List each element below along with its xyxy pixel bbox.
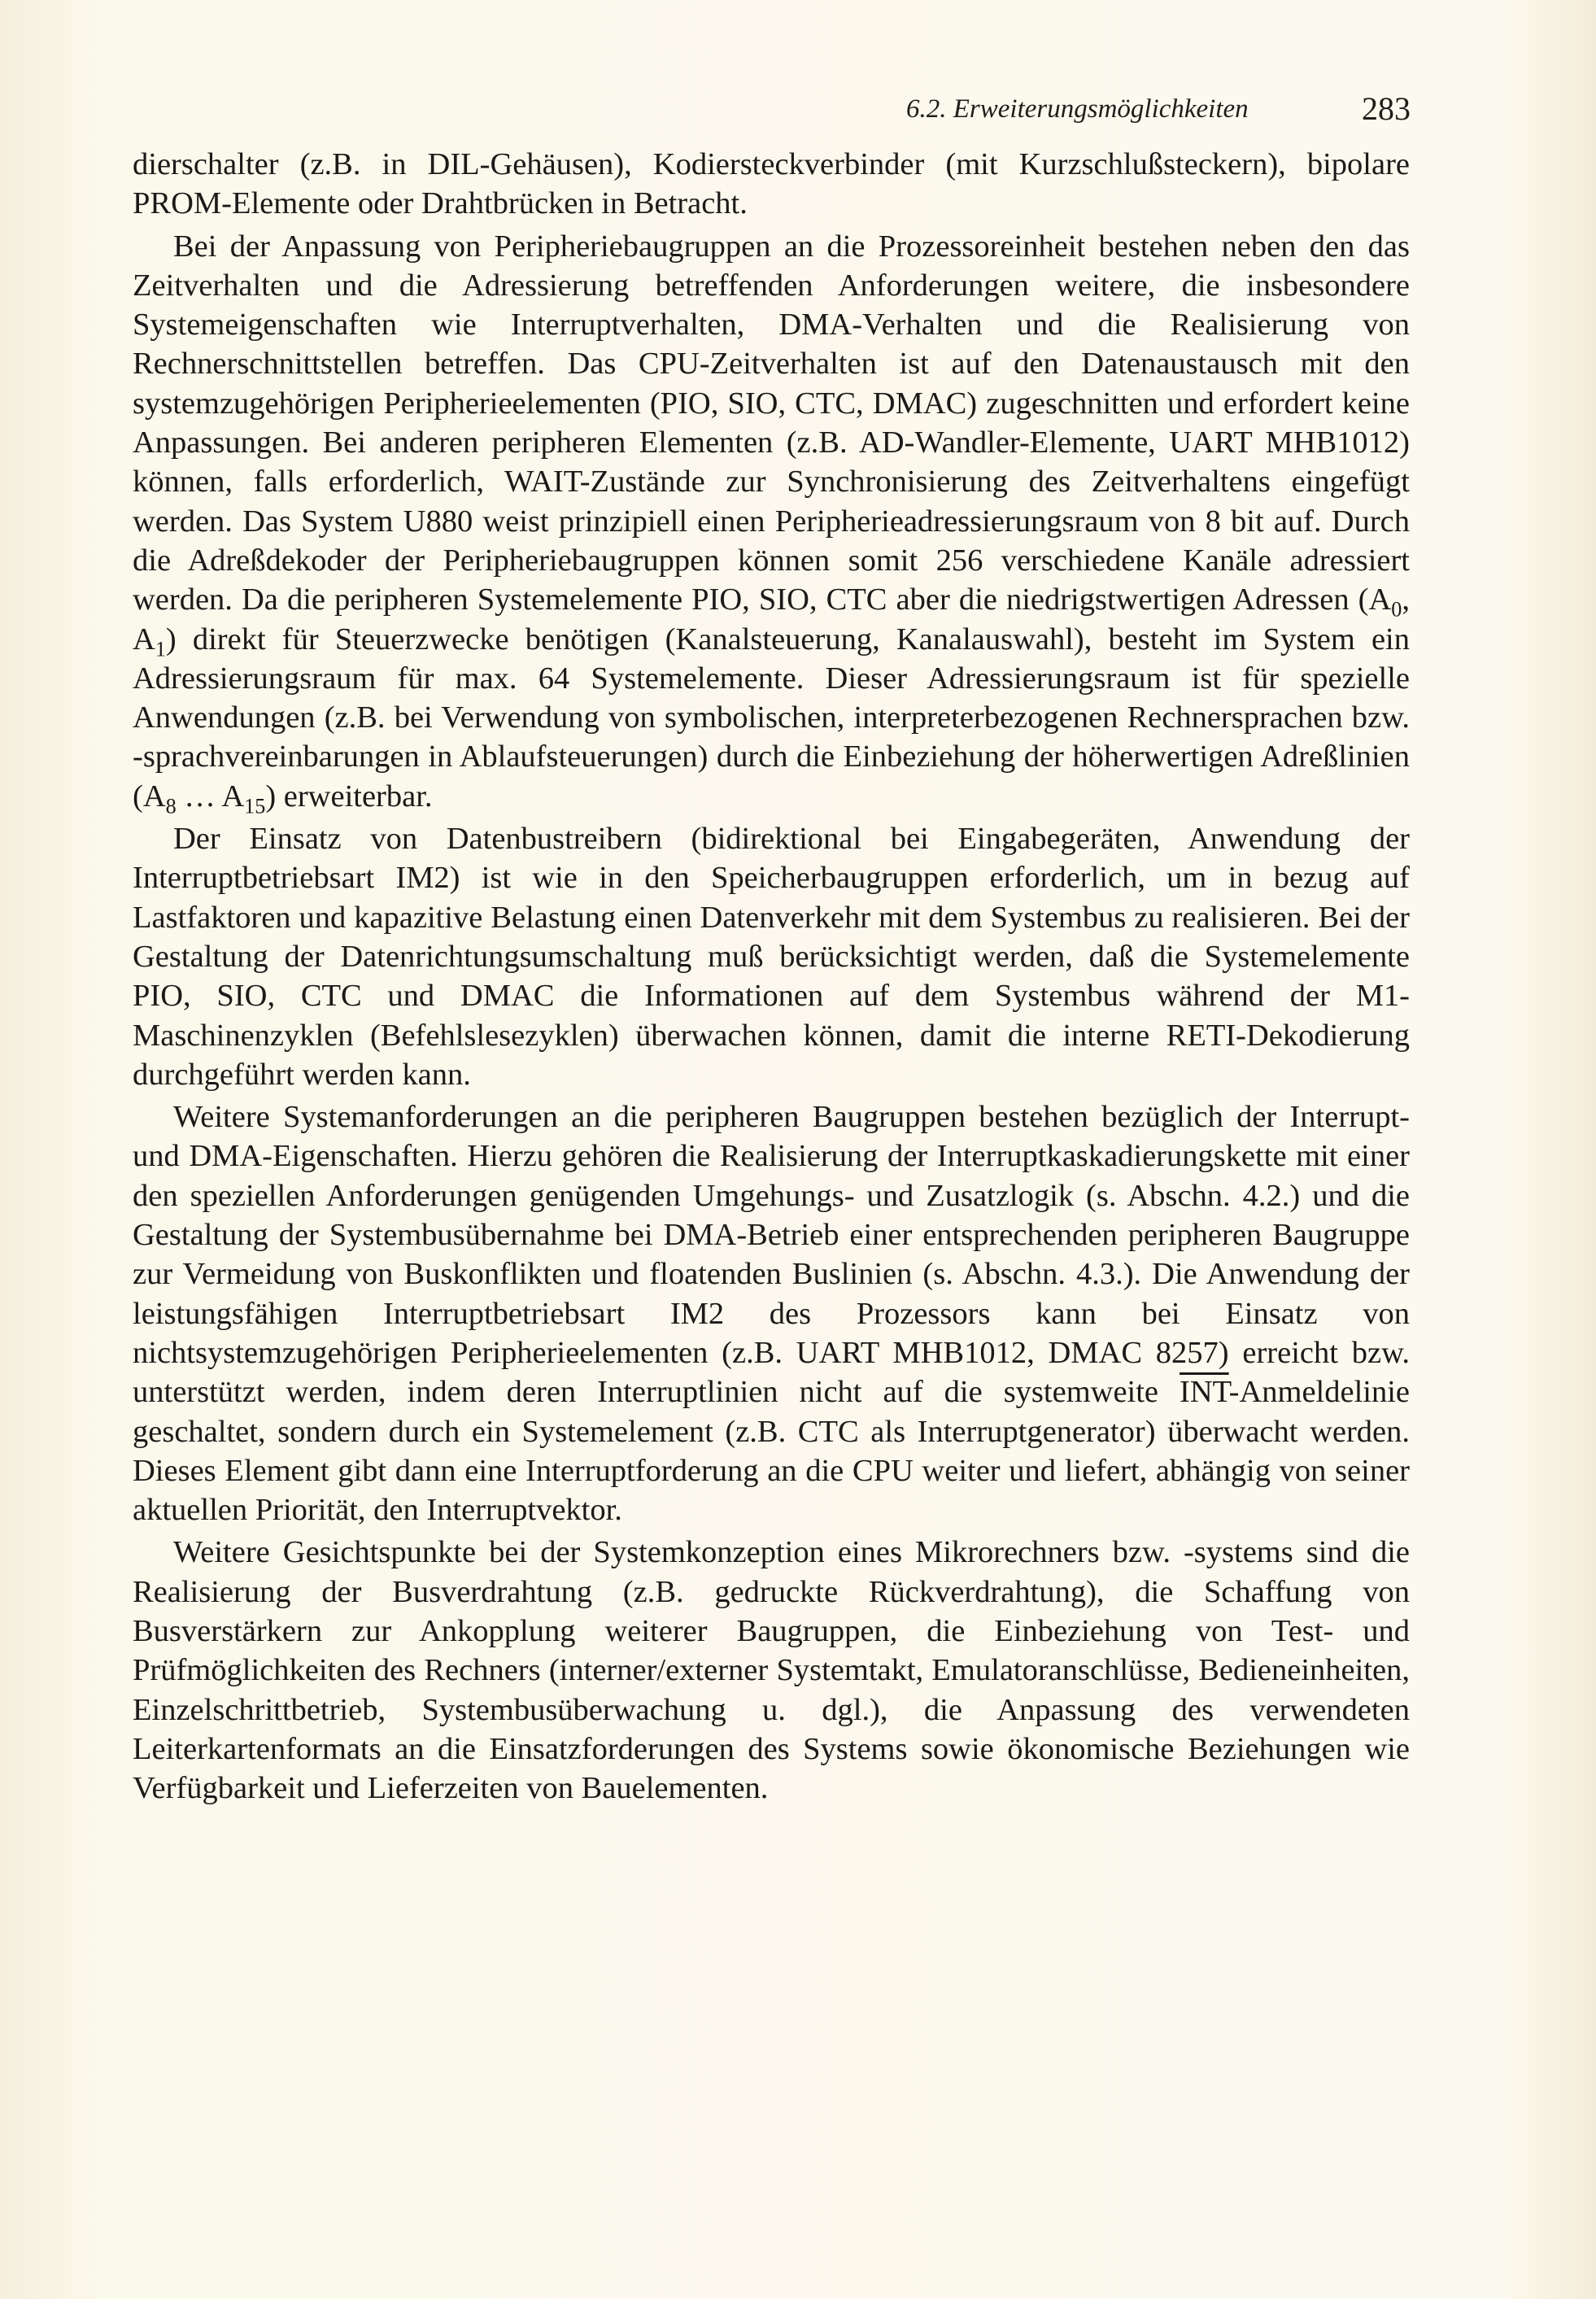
subscript-a8: 8 xyxy=(165,794,177,818)
paragraph-3: Der Einsatz von Datenbustreibern (bidirektional bei Eingabegeräten, Anwendung der Interruptbetriebsart IM2) ist wie in den Speicherbaugruppen erforderlich, um in bezug auf Lastfaktoren und kapazitive Belastung einen Datenverkehr mit dem Systembus zu realisieren. Bei der Gestaltung der Datenrichtungsumschaltung muß berücksichtigt werden, daß die Systemelemente PIO, SIO, CTC und DMAC die Informationen auf dem Systembus während der M1-Maschinenzyklen (Befehlslesezyklen) überwachen können, damit die interne RETI-Dekodierung durchgeführt werden kann. xyxy=(133,822,1410,1092)
subscript-a15: 15 xyxy=(244,794,266,818)
section-title: 6.2. Erweiterungsmöglichkeiten xyxy=(906,94,1249,124)
int-signal-overline: $\overline{INT}$ xyxy=(1180,1375,1229,1410)
paragraph-4 xyxy=(133,1097,1410,1529)
body-text xyxy=(133,145,1410,1811)
paragraph-2-part-c: ) direkt für Steuerzwecke benötigen (Kanalsteuerung, Kanalauswahl), besteht im System ein Adressierungsraum für max. 64 Systemelemente. Dieser Adressierungsraum ist für spezielle Anwendungen (z.B. bei Verwendung von symbolischen, interpreterbezogenen Rechnersprachen bzw. -sprachvereinbarungen in Ablaufsteuerungen) durch die Einbeziehung der höherwertigen Adreßlinien (A xyxy=(133,622,1410,814)
running-header xyxy=(895,89,1415,130)
paragraph-2-part-d: … A xyxy=(176,779,245,814)
paragraph-2-part-b: , A xyxy=(133,582,1410,657)
paragraph-2-part-e: ) erweiterbar. xyxy=(265,779,433,814)
paragraph-2-part-a: Bei der Anpassung von Peripheriebaugruppen an die Prozessoreinheit bestehen neben den das Zeitverhalten und die Adressierung betreffenden Anforderungen weitere, die insbesondere Systemeigenschaften wie Interruptverhalten, DMA-Verhalten und die Realisierung von Rechnerschnittstellen betreffen. Das CPU-Zeitverhalten ist auf den Datenaustausch mit den systemzugehörigen Peripherieelementen (PIO, SIO, CTC, DMAC) zugeschnitten und erfordert keine Anpassungen. Bei anderen peripheren Elementen (z.B. AD-Wandler-Elemente, UART MHB1012) können, falls erforderlich, WAIT-Zustände zur Synchronisierung des Zeitverhaltens eingefügt werden. Das System U880 weist prinzipiell einen Peripherieadressierungsraum von 8 bit auf. Durch die Adreßdekoder der Peripheriebaugruppen können somit 256 verschiedene Kanäle adressiert werden. Da die peripheren Systemelemente PIO, SIO, CTC aber die niedrigstwertigen Adressen (A xyxy=(133,229,1410,617)
paragraph-1: dierschalter (z.B. in DIL-Gehäusen), Kodiersteckverbinder (mit Kurzschlußsteckern), bipolare PROM-Elemente oder Drahtbrücken in Betracht. xyxy=(133,147,1410,221)
paragraph-4-part-b: -Anmeldelinie geschaltet, sondern durch ein Systemelement (z.B. CTC als Interruptgenerator) überwacht werden. Dieses Element gibt dann eine Interruptforderung an die CPU weiter und liefert, abhängig von seiner aktuellen Priorität, den Interruptvektor. xyxy=(133,1375,1410,1528)
page-number: 283 xyxy=(1362,90,1411,127)
paragraph-2 xyxy=(133,227,1410,816)
paragraph-4-part-a: Weitere Systemanforderungen an die peripheren Baugruppen bestehen bezüglich der Interrupt- und DMA-Eigenschaften. Hierzu gehören die Realisierung der Interruptkaskadierungskette mit einer den speziellen Anforderungen genügenden Umgehungs- und Zusatzlogik (s. Abschn. 4.2.) und die Gestaltung der Systembusübernahme bei DMA-Betrieb einer entsprechenden peripheren Baugruppe zur Vermeidung von Buskonflikten und floatenden Buslinien (s. Abschn. 4.3.). Die Anwendung der leistungsfähigen Interruptbetriebsart IM2 des Prozessors kann bei Einsatz von nichtsystemzugehörigen Peripherieelementen (z.B. UART MHB1012, DMAC 8257) erreicht bzw. unterstützt werden, indem deren Interruptlinien nicht auf die systemweite xyxy=(133,1100,1410,1410)
subscript-a1: 1 xyxy=(155,637,166,661)
paragraph-5: Weitere Gesichtspunkte bei der Systemkonzeption eines Mikrorechners bzw. -systems sind die Realisierung der Busverdrahtung (z.B. gedruckte Rückverdrahtung), die Schaffung von Busverstärkern zur Ankopplung weiterer Baugruppen, die Einbeziehung von Test- und Prüfmöglichkeiten des Rechners (interner/externer Systemtakt, Emulatoranschlüsse, Bedieneinheiten, Einzelschrittbetrieb, Systembusüberwachung u. dgl.), die Anpassung des verwendeten Leiterkartenformats an die Einsatzforderungen des Systems sowie ökonomische Beziehungen wie Verfügbarkeit und Lieferzeiten von Bauelementen. xyxy=(133,1535,1410,1806)
subscript-a0: 0 xyxy=(1391,597,1402,622)
